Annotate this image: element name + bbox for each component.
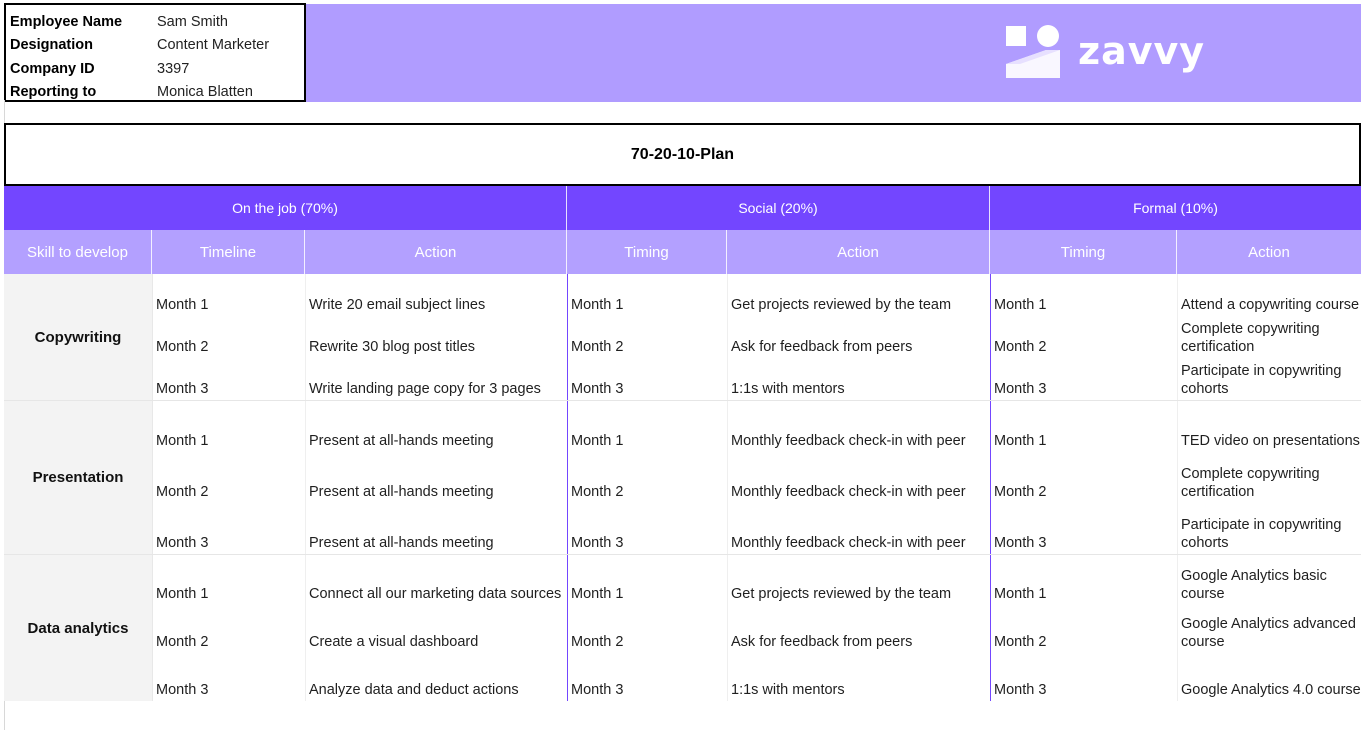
timeline-cell[interactable]: Month 2 — [152, 316, 305, 358]
action-cell[interactable]: Google Analytics 4.0 course — [1177, 653, 1361, 701]
col-skill-to-develop[interactable]: Skill to develop — [4, 230, 152, 274]
col-timeline[interactable]: Timeline — [152, 230, 305, 274]
action-cell[interactable]: Attend a copywriting course — [1177, 274, 1361, 316]
column-header-row — [4, 230, 1361, 274]
col-action-on-the-job[interactable]: Action — [305, 230, 567, 274]
timeline-cell[interactable]: Month 1 — [152, 401, 305, 452]
timing-cell[interactable]: Month 2 — [567, 316, 727, 358]
table-row — [152, 401, 1361, 452]
col-timing-social[interactable]: Timing — [567, 230, 727, 274]
table-row — [152, 653, 1361, 701]
timing-cell[interactable]: Month 3 — [567, 653, 727, 701]
timing-cell[interactable]: Month 1 — [990, 555, 1177, 605]
action-cell[interactable]: Complete copywriting certification — [1177, 452, 1361, 503]
timing-cell[interactable]: Month 2 — [567, 452, 727, 503]
action-cell[interactable]: TED video on presentations — [1177, 401, 1361, 452]
employee-name-label[interactable]: Employee Name — [10, 13, 123, 30]
action-cell[interactable]: Participate in copywriting cohorts — [1177, 358, 1361, 400]
action-cell[interactable]: 1:1s with mentors — [727, 358, 990, 400]
action-cell[interactable]: Ask for feedback from peers — [727, 316, 990, 358]
timing-cell[interactable]: Month 1 — [990, 401, 1177, 452]
timing-cell[interactable]: Month 1 — [567, 274, 727, 316]
brand-banner — [306, 4, 1361, 102]
timeline-cell[interactable]: Month 1 — [152, 274, 305, 316]
skill-rows — [152, 555, 1361, 701]
timing-cell[interactable]: Month 1 — [567, 555, 727, 605]
action-cell[interactable]: Create a visual dashboard — [305, 605, 567, 653]
action-cell[interactable]: Get projects reviewed by the team — [727, 274, 990, 316]
table-row — [152, 503, 1361, 554]
timeline-cell[interactable]: Month 2 — [152, 605, 305, 653]
designation-value[interactable]: Content Marketer — [157, 37, 270, 54]
designation-label[interactable]: Designation — [10, 37, 93, 54]
reporting-to-row — [10, 81, 304, 105]
skill-name[interactable]: Presentation — [4, 401, 152, 554]
skill-name[interactable]: Data analytics — [4, 555, 152, 701]
timeline-cell[interactable]: Month 1 — [152, 555, 305, 605]
plan-table — [4, 186, 1361, 701]
skill-rows — [152, 401, 1361, 554]
skill-group-data-analytics — [4, 555, 1361, 701]
timing-cell[interactable]: Month 1 — [567, 401, 727, 452]
skill-group-presentation — [4, 401, 1361, 555]
timeline-cell[interactable]: Month 2 — [152, 452, 305, 503]
timing-cell[interactable]: Month 2 — [990, 605, 1177, 653]
brand-logo — [1006, 24, 1205, 78]
employee-name-value[interactable]: Sam Smith — [157, 13, 228, 30]
table-row — [152, 452, 1361, 503]
action-cell[interactable]: Write landing page copy for 3 pages — [305, 358, 567, 400]
timing-cell[interactable]: Month 3 — [567, 358, 727, 400]
designation-row — [10, 34, 304, 58]
action-cell[interactable]: Participate in copywriting cohorts — [1177, 503, 1361, 554]
employee-info-box — [4, 3, 306, 102]
action-cell[interactable]: Analyze data and deduct actions — [305, 653, 567, 701]
employee-name-row — [10, 10, 304, 34]
timing-cell[interactable]: Month 2 — [990, 452, 1177, 503]
brand-name: zavvy — [1078, 29, 1206, 73]
plan-title[interactable]: 70-20-10-Plan — [4, 123, 1361, 186]
section-social[interactable]: Social (20%) — [567, 186, 990, 230]
action-cell[interactable]: Ask for feedback from peers — [727, 605, 990, 653]
zavvy-logo-icon — [1006, 24, 1060, 78]
timeline-cell[interactable]: Month 3 — [152, 503, 305, 554]
action-cell[interactable]: Google Analytics advanced course — [1177, 605, 1361, 653]
reporting-to-value[interactable]: Monica Blatten — [157, 84, 253, 101]
timing-cell[interactable]: Month 2 — [990, 316, 1177, 358]
col-action-formal[interactable]: Action — [1248, 243, 1290, 261]
company-id-label[interactable]: Company ID — [10, 60, 95, 77]
company-id-value[interactable]: 3397 — [157, 60, 190, 77]
reporting-to-label[interactable]: Reporting to — [10, 84, 97, 101]
section-header-row — [4, 186, 1361, 230]
action-cell[interactable]: Monthly feedback check-in with peer — [727, 503, 990, 554]
action-cell[interactable]: Connect all our marketing data sources — [305, 555, 567, 605]
timing-cell[interactable]: Month 3 — [990, 503, 1177, 554]
col-action-social[interactable]: Action — [727, 230, 990, 274]
action-cell[interactable]: Present at all-hands meeting — [305, 503, 567, 554]
timing-cell[interactable]: Month 3 — [567, 503, 727, 554]
timeline-cell[interactable]: Month 3 — [152, 358, 305, 400]
section-formal[interactable]: Formal (10%) — [1133, 200, 1218, 216]
col-timing-formal[interactable]: Timing — [990, 230, 1177, 274]
skill-name[interactable]: Copywriting — [4, 274, 152, 400]
timing-cell[interactable]: Month 2 — [567, 605, 727, 653]
table-row — [152, 605, 1361, 653]
skill-rows — [152, 274, 1361, 400]
action-cell[interactable]: Get projects reviewed by the team — [727, 555, 990, 605]
action-cell[interactable]: Rewrite 30 blog post titles — [305, 316, 567, 358]
timing-cell[interactable]: Month 3 — [990, 358, 1177, 400]
action-cell[interactable]: Monthly feedback check-in with peer — [727, 452, 990, 503]
table-row — [152, 274, 1361, 316]
company-id-row — [10, 57, 304, 81]
timing-cell[interactable]: Month 3 — [990, 653, 1177, 701]
action-cell[interactable]: 1:1s with mentors — [727, 653, 990, 701]
table-row — [152, 555, 1361, 605]
timing-cell[interactable]: Month 1 — [990, 274, 1177, 316]
timeline-cell[interactable]: Month 3 — [152, 653, 305, 701]
table-row — [152, 316, 1361, 358]
action-cell[interactable]: Present at all-hands meeting — [305, 401, 567, 452]
action-cell[interactable]: Google Analytics basic course — [1177, 555, 1361, 605]
action-cell[interactable]: Write 20 email subject lines — [305, 274, 567, 316]
action-cell[interactable]: Complete copywriting certification — [1177, 316, 1361, 358]
action-cell[interactable]: Monthly feedback check-in with peer — [727, 401, 990, 452]
action-cell[interactable]: Present at all-hands meeting — [305, 452, 567, 503]
table-row — [152, 358, 1361, 400]
skill-group-copywriting — [4, 274, 1361, 401]
section-on-the-job[interactable]: On the job (70%) — [4, 186, 567, 230]
